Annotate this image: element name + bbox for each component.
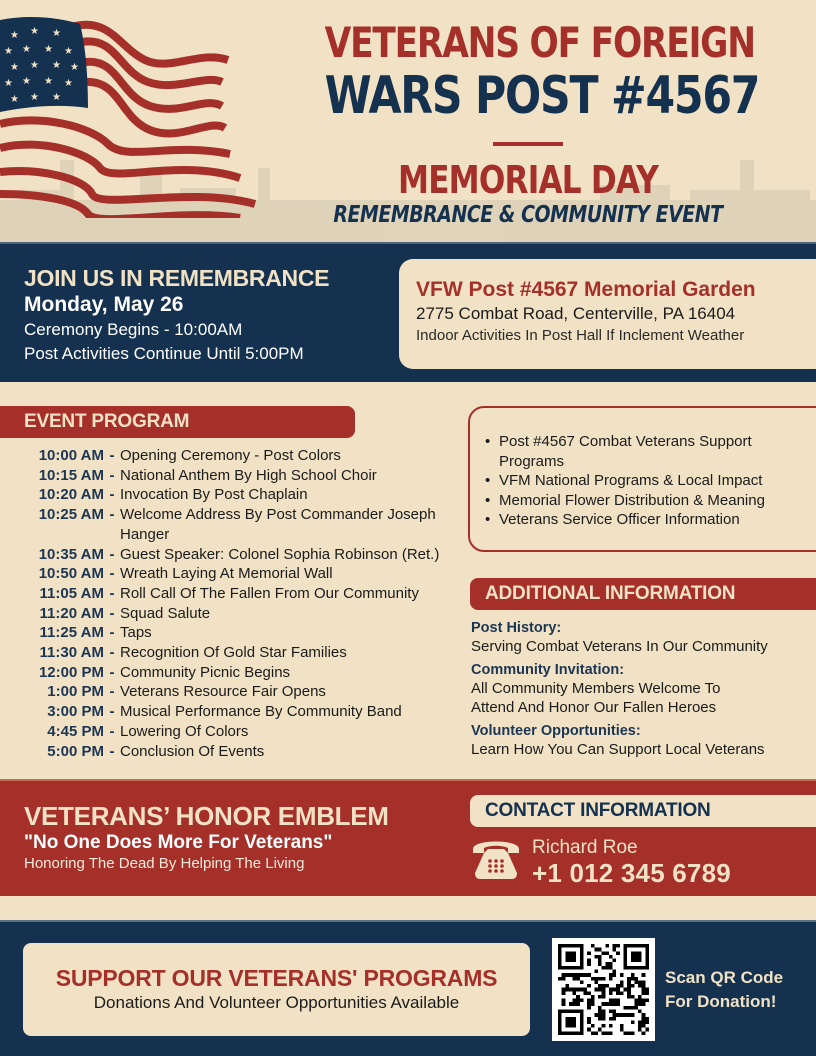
program-item <box>0 505 460 544</box>
venue-address: 2775 Combat Road, Centerville, PA 16404 <box>416 304 736 323</box>
honor-contact-band <box>0 779 816 896</box>
additional-info <box>471 620 811 765</box>
footer <box>0 920 816 1056</box>
program-separator: - <box>109 742 115 760</box>
highlight-item: • Memorial Flower Distribution & Meaning <box>485 491 805 511</box>
program-time: 11:25 AM <box>39 624 104 642</box>
svg-text:★: ★ <box>44 76 53 87</box>
program-separator: - <box>109 584 115 602</box>
program-description: Squad Salute <box>120 604 211 622</box>
honor-heading: VETERANS’ HONOR EMBLEM <box>24 801 389 831</box>
program-time: 1:00 PM <box>47 683 104 701</box>
info-text: All Community Members Welcome To Attend And Honor Our Fallen Heroes <box>471 680 721 716</box>
program-time: 11:30 AM <box>39 644 104 662</box>
contact-name: Richard Roe <box>532 837 638 858</box>
svg-text:★: ★ <box>10 94 19 105</box>
svg-text:★: ★ <box>10 30 19 41</box>
event-date: Monday, May 26 <box>24 293 184 316</box>
qr-code-graphic <box>558 944 649 1035</box>
svg-text:★: ★ <box>22 76 31 87</box>
support-card <box>23 943 530 1036</box>
program-description: Recognition Of Gold Star Families <box>120 644 347 662</box>
program-item <box>0 485 460 505</box>
qr-code-icon[interactable] <box>552 938 655 1041</box>
program-time: 3:00 PM <box>47 703 104 721</box>
program-item <box>0 682 460 702</box>
qr-instructions <box>665 966 783 1014</box>
program-time: 11:05 AM <box>39 584 104 602</box>
support-subtitle: Donations And Volunteer Opportunities Available <box>93 993 460 1012</box>
program-description: National Anthem By High School Choir <box>120 466 377 484</box>
program-item <box>0 446 460 466</box>
org-title-line1: VETERANS OF FOREIGN <box>324 18 755 67</box>
program-separator: - <box>109 545 115 563</box>
venue-name: VFW Post #4567 Memorial Garden <box>416 278 756 301</box>
program-separator: - <box>109 466 115 484</box>
honor-quote: "No One Does More For Veterans" <box>24 832 333 853</box>
program-description: Wreath Laying At Memorial Wall <box>120 565 333 583</box>
info-community-invitation <box>471 662 811 717</box>
svg-text:★: ★ <box>52 28 61 39</box>
american-flag-icon <box>0 8 265 218</box>
program-item <box>0 742 460 762</box>
info-text: Serving Combat Veterans In Our Community <box>471 638 768 655</box>
program-time: 10:35 AM <box>38 545 104 563</box>
telephone-icon <box>470 835 522 881</box>
program-item <box>0 466 460 486</box>
info-volunteer-opportunities <box>471 723 811 759</box>
svg-text:★: ★ <box>70 62 79 73</box>
program-time: 11:20 AM <box>39 604 104 622</box>
title-block <box>280 18 776 230</box>
activities-end: Post Activities Continue Until 5:00PM <box>24 344 304 363</box>
venue-weather-note: Indoor Activities In Post Hall If Inclement Weather <box>416 327 745 344</box>
info-label: Post History: <box>471 620 562 636</box>
highlight-item: • Post #4567 Combat Veterans Support Programs <box>485 432 805 471</box>
svg-text:★: ★ <box>52 60 61 71</box>
event-subtitle: REMEMBRANCE & COMMUNITY EVENT <box>333 202 723 228</box>
program-description: Roll Call Of The Fallen From Our Community <box>120 584 419 602</box>
program-item <box>0 722 460 742</box>
program-item <box>0 584 460 604</box>
svg-text:★: ★ <box>30 60 39 71</box>
program-time: 10:15 AM <box>38 466 104 484</box>
header-banner <box>0 0 816 242</box>
program-time: 10:20 AM <box>38 486 104 504</box>
program-item <box>0 643 460 663</box>
contact-phone[interactable]: +1 012 345 6789 <box>532 858 731 888</box>
program-description: Musical Performance By Community Band <box>120 703 402 721</box>
highlight-item: • VFM National Programs & Local Impact <box>485 471 805 491</box>
svg-text:★: ★ <box>64 46 73 57</box>
program-separator: - <box>109 644 115 662</box>
program-separator: - <box>109 663 115 681</box>
program-separator: - <box>109 703 115 721</box>
program-description: Guest Speaker: Colonel Sophia Robinson (Ret.) <box>120 545 440 563</box>
highlight-item: • Veterans Service Officer Information <box>485 510 805 530</box>
info-text: Learn How You Can Support Local Veterans <box>471 741 765 758</box>
program-separator: - <box>109 604 115 622</box>
event-program-heading: EVENT PROGRAM <box>0 406 355 438</box>
program-description: Community Picnic Begins <box>120 663 291 681</box>
ceremony-start: Ceremony Begins - 10:00AM <box>24 320 243 339</box>
program-item <box>0 702 460 722</box>
svg-text:★: ★ <box>52 92 61 103</box>
highlights-box <box>468 406 816 552</box>
svg-text:★: ★ <box>10 62 19 73</box>
program-time: 10:25 AM <box>38 506 104 524</box>
svg-text:★: ★ <box>64 78 73 89</box>
join-band <box>0 242 816 382</box>
title-divider <box>493 142 563 146</box>
program-description: Opening Ceremony - Post Colors <box>120 447 341 464</box>
join-heading: JOIN US IN REMEMBRANCE <box>24 265 330 291</box>
svg-text:★: ★ <box>44 44 53 55</box>
program-item <box>0 564 460 584</box>
program-separator: - <box>109 624 115 642</box>
honor-subtitle: Honoring The Dead By Helping The Living <box>24 855 305 872</box>
program-description: Veterans Resource Fair Opens <box>120 683 326 701</box>
info-post-history <box>471 620 811 656</box>
program-separator: - <box>109 486 115 504</box>
program-time: 12:00 PM <box>38 663 104 681</box>
svg-text:★: ★ <box>4 46 13 57</box>
svg-text:★: ★ <box>30 26 39 37</box>
program-item <box>0 545 460 565</box>
program-time: 4:45 PM <box>47 722 104 740</box>
program-description: Conclusion Of Events <box>120 742 265 760</box>
contact-heading: CONTACT INFORMATION <box>470 795 816 827</box>
venue-card <box>399 259 816 369</box>
program-description: Taps <box>120 624 152 642</box>
program-separator: - <box>109 683 115 701</box>
program-separator: - <box>109 447 115 464</box>
program-description: Lowering Of Colors <box>120 722 249 740</box>
program-time: 10:50 AM <box>38 565 104 583</box>
program-description: Invocation By Post Chaplain <box>120 486 308 504</box>
program-separator: - <box>109 506 115 524</box>
svg-text:★: ★ <box>4 78 13 89</box>
event-program-list <box>0 446 460 761</box>
program-time: 10:00 AM <box>38 447 104 464</box>
event-name: MEMORIAL DAY <box>398 158 658 202</box>
event-date-info <box>24 264 329 366</box>
program-separator: - <box>109 722 115 740</box>
honor-emblem <box>24 801 389 874</box>
svg-text:★: ★ <box>30 92 39 103</box>
program-description: Welcome Address By Post Commander Joseph Hanger <box>120 506 436 543</box>
program-item <box>0 604 460 624</box>
info-label: Volunteer Opportunities: <box>471 723 641 739</box>
support-heading: SUPPORT OUR VETERANS' PROGRAMS <box>55 965 498 991</box>
program-separator: - <box>109 565 115 583</box>
info-label: Community Invitation: <box>471 662 625 678</box>
svg-text:★: ★ <box>22 44 31 55</box>
program-time: 5:00 PM <box>47 742 104 760</box>
program-item <box>0 623 460 643</box>
qr-line2: For Donation! <box>665 992 777 1011</box>
qr-line1: Scan QR Code <box>665 968 784 987</box>
additional-info-heading: ADDITIONAL INFORMATION <box>470 578 816 610</box>
org-title-line2: WARS POST #4567 <box>324 66 760 126</box>
program-item <box>0 663 460 683</box>
